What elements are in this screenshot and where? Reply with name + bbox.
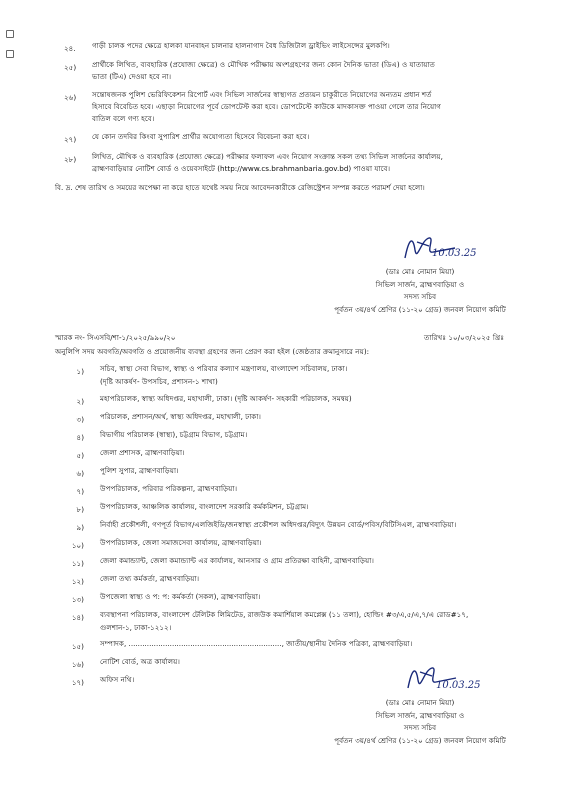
distribution-number: ৭) — [76, 487, 84, 496]
condition-number: ২৭) — [64, 135, 77, 144]
distribution-number: ১৪) — [71, 613, 84, 622]
distribution-number: ১৬) — [71, 660, 84, 669]
distribution-item: পরিচালক, প্রশাসন/অর্থ, স্বাস্থ্য অধিদপ্তর, মহাখালী, ঢাকা। — [100, 412, 261, 421]
distribution-item: সম্পাদক, ..................................................................., জাতীয়/স্থানীয় দৈনিক পত্রিকা, ব্রাহ্মণবাড়িয়া। — [100, 639, 413, 648]
scan-mark — [6, 50, 14, 58]
distribution-number: ৬) — [76, 469, 84, 478]
note-text: বি. দ্র. শেষ তারিখ ও সময়ের অপেক্ষা না করে হাতে যথেষ্ট সময় নিয়ে আবেদনকারীকে রেজিস্ট্রেশন সম্পন্ন করতে পরামর্শ দেয়া হলো। — [55, 183, 425, 192]
distribution-number: ১০) — [71, 541, 84, 550]
condition-number: ২৬) — [64, 93, 77, 102]
distribution-number: ৮) — [76, 505, 84, 514]
scan-mark — [6, 30, 14, 38]
condition-number: ২৮) — [64, 155, 77, 164]
signatory-block: (ডাঃ মোঃ নোমান মিয়া) সিভিল সার্জন, ব্রাহ্মণবাড়িয়া ও সদস্য সচিব পূর্বতন ৩য়/৪র্থ শ্রেণির (১১-২০ গ্রেড) জনবল নিয়োগ কমিটি — [334, 267, 506, 314]
distribution-item: জেলা কমান্ড্যান্ট, জেলা কমান্ড্যান্ট এর কার্যালয়, আনসার ও গ্রাম প্রতিরক্ষা বাহিনী, ব্রাহ্মণবাড়িয়া। — [100, 556, 374, 565]
condition-text: লিখিত, মৌখিক ও ব্যবহারিক (প্রযোজ্য ক্ষেত্রে) পরীক্ষার ফলাফল এবং নিয়োগ সংক্রান্ত সকল তথ্য সিভিল সার্জনের কার্যালয়, ব্রাহ্মণবাড়িয়ার নোটিশ বোর্ড ও ওয়েবসাইটে (http://www.cs.brahmanbaria.gov.bd) পাওয়া যাবে। — [92, 152, 443, 174]
distribution-item: জেলা প্রশাসক, ব্রাহ্মণবাড়িয়া। — [100, 448, 185, 457]
distribution-item: নোটিশ বোর্ড, অত্র কার্যালয়। — [100, 657, 180, 666]
copy-intro: অনুলিপি সদয় অবগতি/অবগতি ও প্রয়োজনীয় ব্যবস্থা গ্রহণের জন্য প্রেরণ করা হইল (জেষ্ঠতার ক্রমানুসারে নয়): — [55, 347, 370, 356]
distribution-number: ৯) — [76, 523, 84, 532]
distribution-item: মহাপরিচালক, স্বাস্থ্য অধিদপ্তর, মহাখালী, ঢাকা। (দৃষ্টি আকর্ষণ- সহকারী পরিচালক, সমন্বয়) — [100, 394, 352, 403]
distribution-item: জেলা তথ্য কর্মকর্তা, ব্রাহ্মণবাড়িয়া। — [100, 574, 200, 583]
distribution-number: ২) — [76, 397, 84, 406]
distribution-item: অফিস নথি। — [100, 675, 135, 684]
distribution-item: উপপরিচালক, পরিবার পরিকল্পনা, ব্রাহ্মণবাড়িয়া। — [100, 484, 238, 493]
condition-number: ২৪. — [64, 44, 76, 53]
memo-reference: স্মারক নং- সিএসবি/শা-১/২০২৫/৯৯০/২০ — [55, 333, 176, 342]
distribution-item: নির্বাহী প্রকৌশলী, গণপূর্ত বিভাগ/এলজিইডি/জনস্বাস্থ্য প্রকৌশল অধিদপ্তর/বিদ্যুৎ উন্নয়ন বোর্ড/পবিস/বিটিসিএল, ব্রাহ্মণবাড়িয়া। — [100, 520, 457, 529]
distribution-number: ১৫) — [71, 642, 84, 651]
distribution-number: ১) — [76, 367, 84, 376]
condition-text: গাড়ী চালক পদের ক্ষেত্রে হালকা যানবাহন চালনার হালনাগাদ বৈধ ডিজিটাল ড্রাইভিং লাইসেন্সের মুলকপি। — [92, 41, 390, 50]
memo-date: তারিখঃ ১০/০৩/২০২৫ খ্রিঃ — [424, 333, 505, 342]
distribution-item: পুলিশ সুপার, ব্রাহ্মণবাড়িয়া। — [100, 466, 179, 475]
distribution-item: উপপরিচালক, আঞ্চলিক কার্যালয়, বাংলাদেশ সরকারি কর্মকমিশন, চট্টগ্রাম। — [100, 502, 309, 511]
distribution-number: ৪) — [76, 433, 84, 442]
signature-date: 10.03.25 — [436, 680, 481, 691]
distribution-item: সচিব, স্বাস্থ্য সেবা বিভাগ, স্বাস্থ্য ও পরিবার কল্যাণ মন্ত্রণালয়, বাংলাদেশ সচিবালয়, ঢাকা। (দৃষ্টি আকর্ষণ- উপসচিব, প্রশাসন-১ শাখা) — [100, 364, 348, 386]
signatory-block: (ডাঃ মোঃ নোমান মিয়া) সিভিল সার্জন, ব্রাহ্মণবাড়িয়া ও সদস্য সচিব পূর্বতন ৩য়/৪র্থ শ্রেণির (১১-২০ গ্রেড) জনবল নিয়োগ কমিটি — [334, 698, 506, 745]
distribution-number: ১২) — [71, 577, 84, 586]
distribution-number: ১৩) — [71, 595, 84, 604]
condition-text: প্রার্থীকে লিখিত, ব্যবহারিক (প্রযোজ্য ক্ষেত্রে) ও মৌখিক পরীক্ষায় অংশগ্রহণের জন্য কোন দৈনিক ভাতা (ডিএ) ও যাতায়াত ভাতা (টিএ) দেওয়া হবে না। — [92, 60, 435, 82]
distribution-item: উপপরিচালক, জেলা সমাজসেবা কার্যালয়, ব্রাহ্মণবাড়িয়া। — [100, 538, 262, 547]
condition-text: সন্তোষজনক পুলিশ ভেরিফিকেশন রিপোর্ট এবং সিভিল সার্জনের স্বাস্থ্যগত প্রত্যয়ন চাকুরীতে নিয়োগের অন্যতম প্রধান শর্ত হিসাবে বিবেচিত হবে। এছাড়া নিয়োগের পূর্বে ডোপটেস্ট করা হবে। ডোপটেস্টে কাউকে মাদকাসক্ত পাওয়া গেলে তার নিয়োগ বাতিল বলে গণ্য হবে। — [92, 90, 441, 124]
distribution-item: ব্যবস্থাপনা পরিচালক, বাংলাদেশ টেলিটক লিমিটেড, রাজউক কমার্শিয়াল কমপ্লেক্স (১১ তলা), হোল্ডিং #৩/এ,৫/এ,৭/এ রোড#১৭, গুলশান-১, ঢাকা-১২১২। — [100, 610, 469, 632]
distribution-item: বিভাগীয় পরিচালক (স্বাস্থ্য), চট্টগ্রাম বিভাগ, চট্টগ্রাম। — [100, 430, 248, 439]
condition-number: ২৫) — [64, 63, 77, 72]
distribution-number: ১৭) — [71, 678, 84, 687]
distribution-number: ৩) — [76, 415, 84, 424]
distribution-item: উপজেলা স্বাস্থ্য ও প: প: কর্মকর্তা (সকল), ব্রাহ্মণবাড়িয়া। — [100, 592, 261, 601]
signature-date: 10.03.25 — [432, 248, 477, 259]
condition-text: যে কোন তদবির কিংবা সুপারিশ প্রার্থীর অযোগ্যতা হিসেবে বিবেচনা করা হবে। — [92, 132, 310, 141]
distribution-number: ১১) — [71, 559, 84, 568]
distribution-number: ৫) — [76, 451, 84, 460]
